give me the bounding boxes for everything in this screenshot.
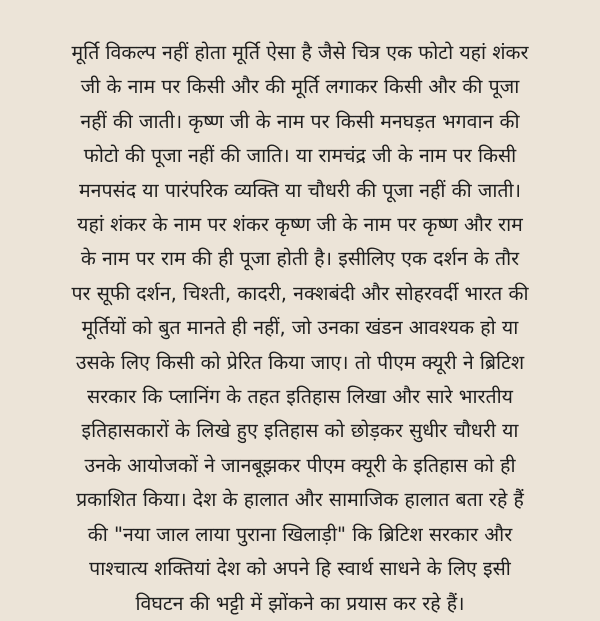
text-line-17: विघटन की भट्टी में झोंकने का प्रयास कर रहे हैं। <box>135 591 465 615</box>
text-line-12: इतिहासकारों के लिखे हुए इतिहास को छोड़कर सुधीर चौधरी या <box>81 419 519 443</box>
text-line-13: उनके आयोजकों ने जानबूझकर पीएम क्यूरी के इतिहास को ही <box>84 453 516 477</box>
text-line-10: उसके लिए किसी को प्रेरित किया जाए। तो पीएम क्यूरी ने ब्रिटिश <box>75 350 525 374</box>
text-line-4: फोटो की पूजा नहीं की जाति। या रामचंद्र जी के नाम पर किसी <box>83 144 517 168</box>
text-line-15: की "नया जाल लाया पुराना खिलाड़ी" कि ब्रिटिश सरकार और <box>87 522 513 546</box>
text-line-14: प्रकाशित किया। देश के हालात और सामाजिक हालात बता रहे हैं <box>76 488 524 512</box>
text-line-9: मूर्तियों को बुत मानते ही नहीं, जो उनका खंडन आवश्यक हो या <box>81 316 519 340</box>
text-line-5: मनपसंद या पारंपरिक व्यक्ति या चौधरी की पूजा नहीं की जाती। <box>79 178 521 202</box>
text-line-6: यहां शंकर के नाम पर शंकर कृष्ण जी के नाम पर कृष्ण और राम <box>77 213 523 237</box>
text-line-11: सरकार कि प्लानिंग के तहत इतिहास लिखा और सारे भारतीय <box>87 385 513 409</box>
text-line-16: पाश्चात्य शक्तियां देश को अपने हि स्वार्थ साधने के लिए इसी <box>89 557 511 581</box>
hindi-paragraph <box>28 36 572 621</box>
text-line-3: नहीं की जाती। कृष्ण जी के नाम पर किसी मनघड़त भगवान की <box>80 109 520 133</box>
text-line-1: मूर्ति विकल्प नहीं होता मूर्ति ऐसा है जैसे चित्र एक फोटो यहां शंकर <box>71 41 529 64</box>
text-line-7: के नाम पर राम की ही पूजा होती है। इसीलिए एक दर्शन के तौर <box>80 247 520 271</box>
text-line-8: पर सूफी दर्शन, चिश्ती, कादरी, नक्शबंदी और सोहरवर्दी भारत की <box>71 281 529 305</box>
text-line-2: जी के नाम पर किसी और की मूर्ति लगाकर किसी और की पूजा <box>80 75 520 99</box>
